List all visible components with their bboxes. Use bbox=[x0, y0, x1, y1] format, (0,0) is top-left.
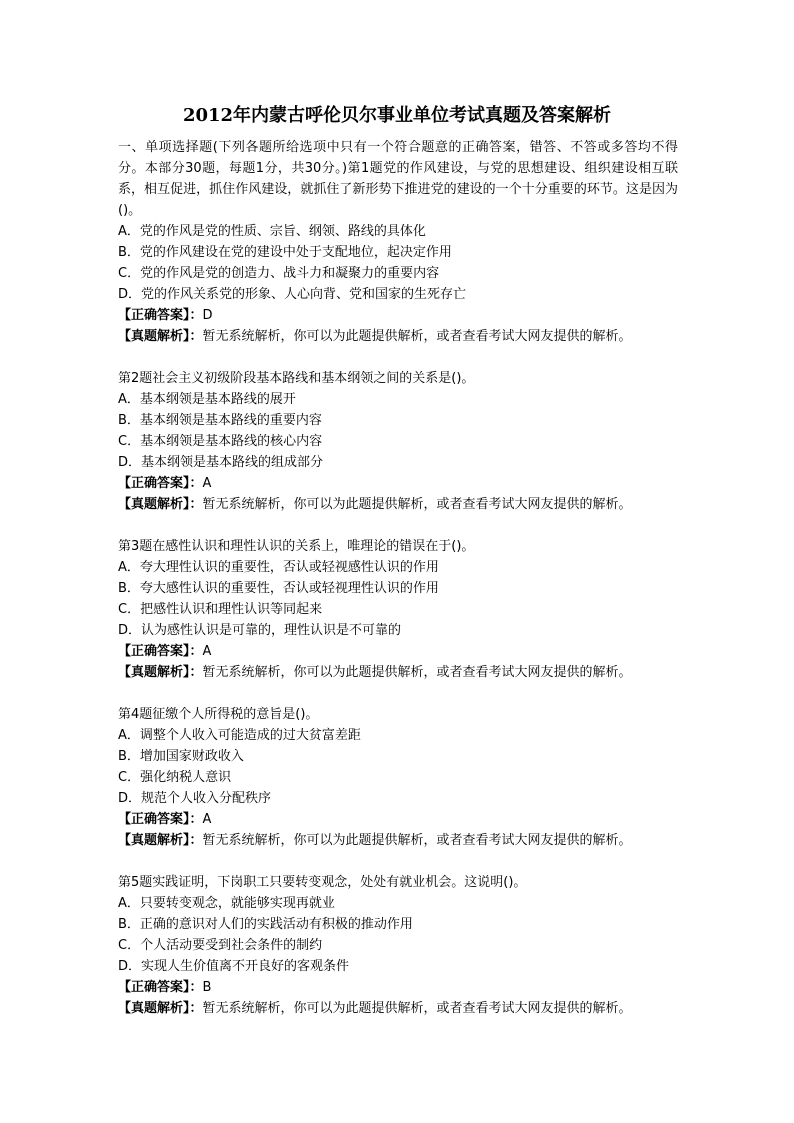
option-b: B．党的作风建设在党的建设中处于支配地位，起决定作用 bbox=[118, 245, 452, 260]
option-c: C．党的作风是党的创造力、战斗力和凝聚力的重要内容 bbox=[118, 266, 440, 281]
analysis-label: 【真题解析】： bbox=[118, 1001, 203, 1016]
analysis-text: 暂无系统解析，你可以为此题提供解析，或者查看考试大网友提供的解析。 bbox=[202, 497, 632, 512]
option-d: D．基本纲领是基本路线的组成部分 bbox=[118, 455, 324, 470]
option-d: D．实现人生价值离不开良好的客观条件 bbox=[118, 959, 350, 974]
option-b: B．基本纲领是基本路线的重要内容 bbox=[118, 413, 322, 428]
analysis-label: 【真题解析】： bbox=[118, 833, 203, 848]
question-1-stem bbox=[118, 137, 678, 221]
correct-answer bbox=[118, 977, 678, 998]
question-1 bbox=[118, 137, 678, 347]
option-a: A．基本纲领是基本路线的展开 bbox=[118, 392, 296, 407]
question-stem-text: 第1题党的作风建设，与党的思想建设、组织建设相互联系，相互促进，抓住作风建设，就抓住了新形势下推进党的建设的一个十分重要的环节。这是因为()。 bbox=[118, 161, 678, 218]
question-5-stem: 第5题实践证明，下岗职工只要转变观念，处处有就业机会。这说明()。 bbox=[118, 875, 527, 890]
analysis bbox=[118, 998, 678, 1019]
option-a: A．调整个人收入可能造成的过大贫富差距 bbox=[118, 728, 361, 743]
option-c: C．基本纲领是基本路线的核心内容 bbox=[118, 434, 323, 449]
option-a: A．党的作风是党的性质、宗旨、纲领、路线的具体化 bbox=[118, 224, 426, 239]
analysis bbox=[118, 326, 678, 347]
question-5 bbox=[118, 872, 678, 1019]
question-2-stem: 第2题社会主义初级阶段基本路线和基本纲领之间的关系是()。 bbox=[118, 371, 475, 386]
question-4-stem: 第4题征缴个人所得税的意旨是()。 bbox=[118, 707, 319, 722]
answer-value: A bbox=[202, 812, 212, 827]
question-3 bbox=[118, 536, 678, 683]
option-c: C．把感性认识和理性认识等同起来 bbox=[118, 602, 323, 617]
analysis-label: 【真题解析】： bbox=[118, 329, 203, 344]
option-a: A．只要转变观念，就能够实现再就业 bbox=[118, 896, 335, 911]
option-b: B．夸大感性认识的重要性，否认或轻视理性认识的作用 bbox=[118, 581, 439, 596]
analysis-label: 【真题解析】： bbox=[118, 497, 203, 512]
analysis-text: 暂无系统解析，你可以为此题提供解析，或者查看考试大网友提供的解析。 bbox=[202, 833, 632, 848]
analysis-label: 【真题解析】： bbox=[118, 665, 203, 680]
answer-label: 【正确答案】： bbox=[118, 644, 203, 659]
question-2 bbox=[118, 368, 678, 515]
question-4 bbox=[118, 704, 678, 851]
correct-answer bbox=[118, 473, 678, 494]
question-3-stem: 第3题在感性认识和理性认识的关系上，唯理论的错误在于()。 bbox=[118, 539, 475, 554]
analysis-text: 暂无系统解析，你可以为此题提供解析，或者查看考试大网友提供的解析。 bbox=[202, 665, 632, 680]
correct-answer bbox=[118, 641, 678, 662]
option-b: B．正确的意识对人们的实践活动有积极的推动作用 bbox=[118, 917, 413, 932]
option-b: B．增加国家财政收入 bbox=[118, 749, 244, 764]
option-c: C．强化纳税人意识 bbox=[118, 770, 232, 785]
analysis bbox=[118, 662, 678, 683]
section-intro: 一、单项选择题(下列各题所给选项中只有一个符合题意的正确答案，错答、不答或多答均不得分。本部分30题，每题1分，共30分。) bbox=[118, 140, 678, 176]
answer-value: A bbox=[202, 644, 212, 659]
correct-answer bbox=[118, 809, 678, 830]
analysis bbox=[118, 494, 678, 515]
document-title: 2012年内蒙古呼伦贝尔事业单位考试真题及答案解析 bbox=[182, 105, 612, 126]
answer-label: 【正确答案】： bbox=[118, 476, 203, 491]
answer-label: 【正确答案】： bbox=[118, 980, 203, 995]
answer-value: B bbox=[202, 980, 212, 995]
analysis-text: 暂无系统解析，你可以为此题提供解析，或者查看考试大网友提供的解析。 bbox=[202, 329, 632, 344]
analysis bbox=[118, 830, 678, 851]
option-d: D．党的作风关系党的形象、人心向背、党和国家的生死存亡 bbox=[118, 287, 467, 302]
option-c: C．个人活动要受到社会条件的制约 bbox=[118, 938, 323, 953]
answer-value: D bbox=[202, 308, 213, 323]
document-body bbox=[118, 137, 678, 1040]
correct-answer bbox=[118, 305, 678, 326]
answer-value: A bbox=[202, 476, 212, 491]
option-d: D．认为感性认识是可靠的，理性认识是不可靠的 bbox=[118, 623, 402, 638]
analysis-text: 暂无系统解析，你可以为此题提供解析，或者查看考试大网友提供的解析。 bbox=[202, 1001, 632, 1016]
option-a: A．夸大理性认识的重要性，否认或轻视感性认识的作用 bbox=[118, 560, 439, 575]
answer-label: 【正确答案】： bbox=[118, 308, 203, 323]
option-d: D．规范个人收入分配秩序 bbox=[118, 791, 272, 806]
answer-label: 【正确答案】： bbox=[118, 812, 203, 827]
